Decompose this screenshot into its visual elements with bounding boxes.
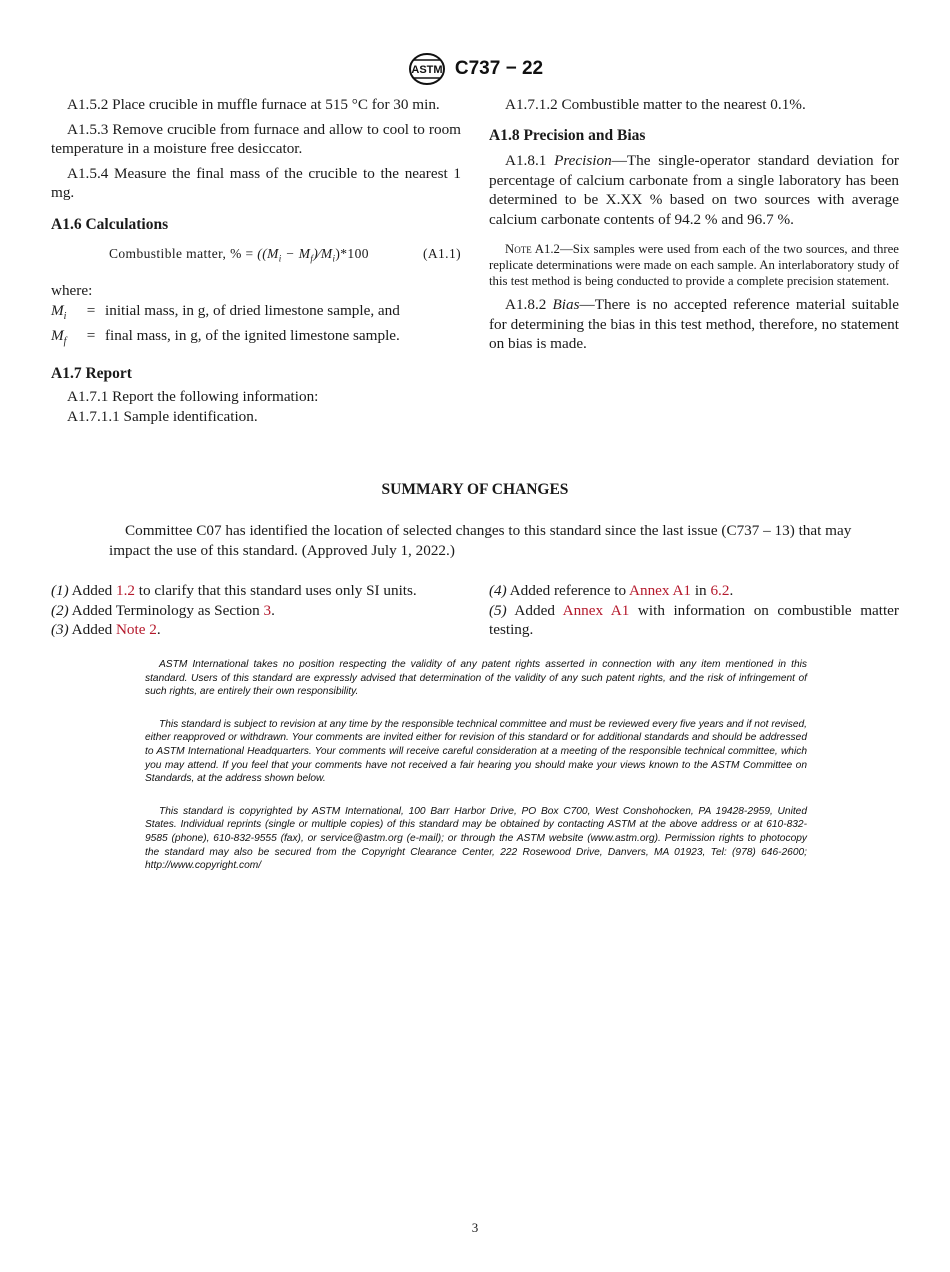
right-column (489, 95, 899, 354)
definition-mf: final mass, in g, of the ignited limestone sample. (105, 327, 400, 345)
change-item-5: (5) Added Annex A1 with information on combustible matter testing. (489, 601, 899, 638)
svg-text:ASTM: ASTM (411, 64, 443, 76)
equation-rhs: (($M_i$ − $M_f)⁄M_i)*100$ (257, 246, 369, 264)
para-a1-7-1-2: A1.7.1.2 Combustible matter to the nearest 0.1%. (505, 96, 806, 113)
link-6-2[interactable]: 6.2 (710, 582, 730, 599)
heading-a1-6: A1.6 Calculations (51, 215, 169, 233)
standard-code: C737 − 22 (454, 58, 544, 79)
note-a1-2: Note A1.2—Six samples were used from each of the two sources, and three replicate determinations were made on each sample. An interlaboratory study of this test method is being conducted to provide a complete precision statement. (489, 242, 899, 288)
heading-a1-7: A1.7 Report (51, 364, 132, 382)
summary-intro: Committee C07 has identified the location of selected changes to this standard since the last issue (C737 – 13) that may impact the use of this standard. (Approved July 1, 2022.) (109, 522, 852, 559)
equation-body (109, 244, 369, 269)
link-annex-a1[interactable]: Annex A1 (562, 601, 630, 619)
equals-sign: = (86, 327, 96, 345)
copyright-notice: This standard is copyrighted by ASTM International, 100 Barr Harbor Drive, PO Box C700, West Conshohocken, PA 19428-2959, United States. Individual reprints (single or multiple copies) of this standard may be obtained by contacting ASTM at the above address or at 610-832-9585 (phone), 610-832-9555 (fax), or service@astm.org (e-mail); or through the ASTM website (www.astm.org). Permission rights to photocopy the standard may also be secured from the Copyright Clearance Center, 222 Rosewood Drive, Danvers, MA 01923, Tel: (978) 646-2600; http://www.copyright.com/ (145, 805, 807, 872)
para-a1-5-3: A1.5.3 Remove crucible from furnace and allow to cool to room temperature in a moisture free desiccator. (51, 120, 461, 157)
definition-mi: initial mass, in g, of dried limestone sample, and (105, 301, 400, 319)
equation-a1-1 (109, 244, 461, 269)
change-item-2: (2) Added Terminology as Section 3. (51, 601, 275, 619)
symbol-mi: $M_i$ (51, 301, 67, 322)
page-number: 3 (471, 1220, 479, 1235)
link-annex-a1[interactable]: Annex A1 (629, 582, 692, 599)
changes-right (489, 581, 899, 640)
change-item-4: (4) Added reference to Annex A1 in 6.2. (489, 582, 734, 599)
where-row-mf (51, 326, 461, 352)
changes-left (51, 581, 471, 640)
equals-sign: = (86, 301, 96, 319)
revision-notice: This standard is subject to revision at any time by the responsible technical committee and must be reviewed every five years and if not revised, either reapproved or withdrawn. Your comments are invited either for revision of this standard or for additional standards and should be addressed to ASTM International Headquarters. Your comments will receive careful consideration at a meeting of the responsible technical committee, which you may attend. If you feel that your comments have not received a fair hearing you should make your views known to the ASTM Committee on Standards, at the address shown below. (145, 718, 807, 785)
left-column (51, 95, 461, 426)
page-header (0, 52, 950, 86)
where-label: where: (51, 282, 93, 300)
astm-logo (407, 52, 447, 86)
para-a1-8-1: A1.8.1 Precision—The single-operator standard deviation for percentage of calcium carbonate from a single laboratory has been determined to be X.XX % based on two sources with average calcium carbonate contents of 94.2 % and 96.7 %. (489, 152, 899, 228)
symbol-mf: $M_f$ (51, 327, 67, 348)
para-a1-5-4: A1.5.4 Measure the final mass of the crucible to the nearest 1 mg. (51, 164, 461, 201)
change-item-3: (3) Added Note 2. (51, 621, 161, 638)
para-a1-7-1-1: A1.7.1.1 Sample identification. (67, 407, 258, 425)
where-row-mi (51, 301, 461, 327)
para-a1-8-2: A1.8.2 Bias—There is no accepted reference material suitable for determining the bias in this test method, therefore, no statement on bias is made. (489, 296, 899, 352)
patent-notice: ASTM International takes no position respecting the validity of any patent rights asserted in connection with any item mentioned in this standard. Users of this standard are expressly advised that determination of the validity of any such patent rights, and the risk of infringement of such rights, are entirely their own responsibility. (145, 659, 807, 698)
link-section-3[interactable]: 3 (263, 601, 272, 619)
heading-a1-8: A1.8 Precision and Bias (489, 126, 646, 144)
equation-lhs: Combustible matter, % = (109, 246, 254, 261)
para-a1-7-1: A1.7.1 Report the following information: (67, 388, 319, 406)
link-note-2[interactable]: Note 2 (115, 621, 157, 638)
para-a1-5-2: A1.5.2 Place crucible in muffle furnace at 515 °C for 30 min. (67, 96, 440, 113)
link-1-2[interactable]: 1.2 (115, 582, 135, 599)
summary-title: SUMMARY OF CHANGES (381, 481, 569, 498)
legal-notices (145, 658, 807, 873)
equation-label: (A1.1) (422, 246, 461, 261)
change-item-1: (1) Added 1.2 to clarify that this standard uses only SI units. (51, 582, 417, 599)
